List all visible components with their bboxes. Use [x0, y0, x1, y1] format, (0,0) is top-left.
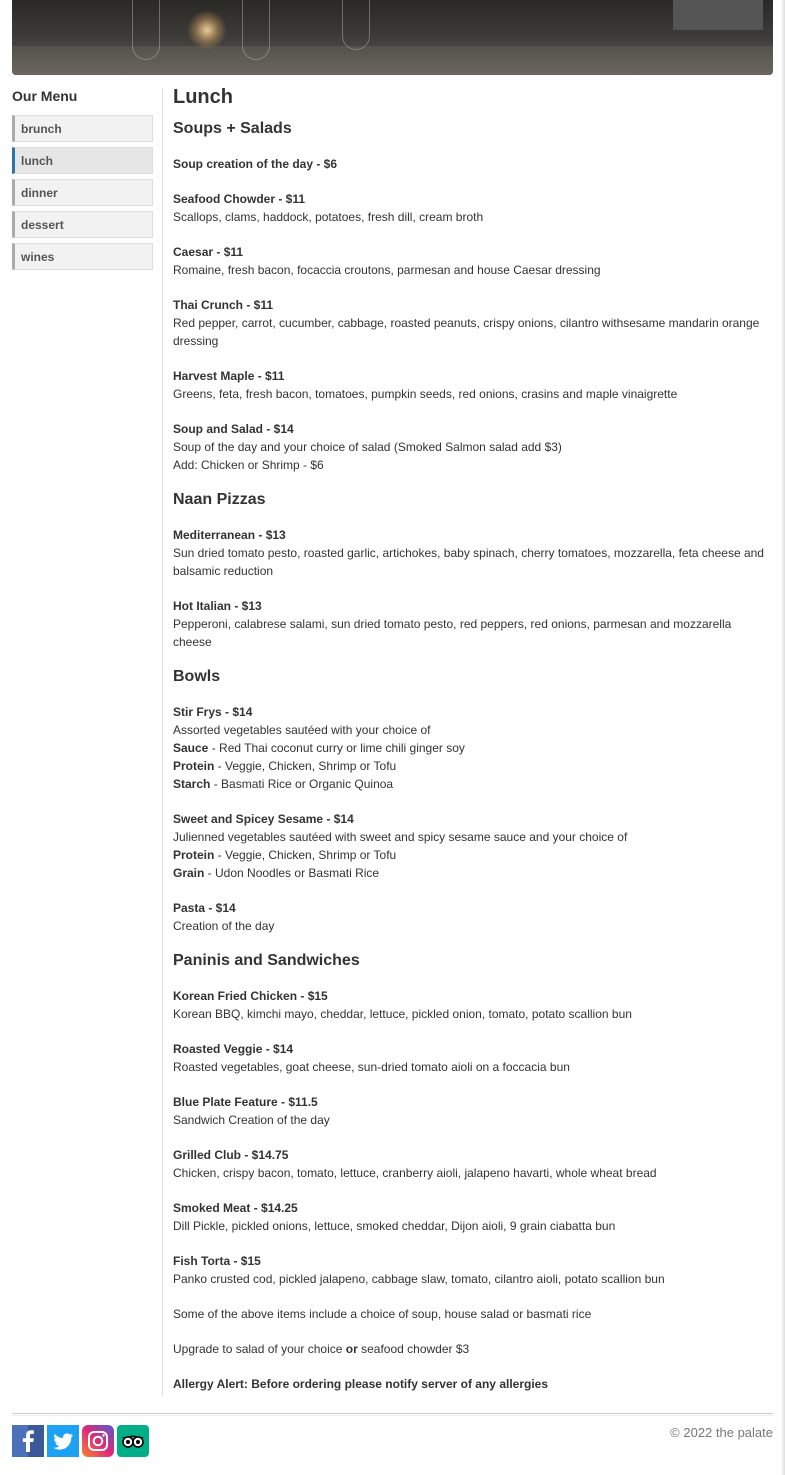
item-name: Hot Italian - $13 — [173, 599, 262, 613]
item-description: Assorted vegetables sautéed with your choice of — [173, 723, 431, 737]
item-name: Stir Frys - $14 — [173, 705, 253, 719]
item-option-line — [173, 739, 773, 757]
hero-shelf — [673, 0, 763, 30]
menu-item — [173, 1093, 773, 1129]
section-title: Soups + Salads — [173, 120, 292, 137]
menu-item — [173, 526, 773, 580]
item-name: Harvest Maple - $11 — [173, 369, 285, 383]
sidebar-item-lunch[interactable]: lunch — [12, 147, 153, 174]
menu-sidebar — [12, 88, 153, 275]
item-description: Greens, feta, fresh bacon, tomatoes, pumpkin seeds, red onions, crasins and maple vinaigrette — [173, 387, 678, 401]
item-description: Sun dried tomato pesto, roasted garlic, artichokes, baby spinach, cherry tomatoes, mozzarella, feta cheese and balsamic reduction — [173, 546, 764, 578]
item-option-line — [173, 757, 773, 775]
item-description: Scallops, clams, haddock, potatoes, fresh dill, cream broth — [173, 210, 484, 224]
allergy-alert: Allergy Alert: Before ordering please notify server of any allergies — [173, 1377, 549, 1391]
social-links — [12, 1425, 149, 1457]
item-description: Red pepper, carrot, cucumber, cabbage, roasted peanuts, crispy onions, cilantro withsesame mandarin orange dressing — [173, 316, 760, 348]
menu-item — [173, 1199, 773, 1235]
item-name: Thai Crunch - $11 — [173, 298, 274, 312]
menu-item — [173, 810, 773, 882]
item-name: Roasted Veggie - $14 — [173, 1042, 294, 1056]
menu-item — [173, 190, 773, 226]
hero-image — [12, 0, 773, 75]
item-description: Creation of the day — [173, 919, 275, 933]
item-description: Pepperoni, calabrese salami, sun dried tomato pesto, red peppers, red onions, parmesan and mozzarella cheese — [173, 617, 732, 649]
menu-item — [173, 243, 773, 279]
menu-item — [173, 420, 773, 474]
note-text: Upgrade to salad of your choice — [173, 1342, 346, 1356]
option-text: - Udon Noodles or Basmati Rice — [204, 866, 380, 880]
menu-item — [173, 1040, 773, 1076]
page-edge — [781, 0, 785, 1475]
sidebar-title: Our Menu — [12, 88, 78, 104]
item-description: Sandwich Creation of the day — [173, 1113, 330, 1127]
option-label: Protein — [173, 759, 215, 773]
section-title: Naan Pizzas — [173, 491, 266, 508]
sidebar-item-dessert[interactable]: dessert — [12, 211, 153, 238]
option-text: - Veggie, Chicken, Shrimp or Tofu — [214, 759, 397, 773]
twitter-icon[interactable] — [47, 1425, 79, 1457]
tripadvisor-icon[interactable] — [117, 1425, 149, 1457]
sidebar-item-wines[interactable]: wines — [12, 243, 153, 270]
menu-item — [173, 597, 773, 651]
option-text: - Veggie, Chicken, Shrimp or Tofu — [214, 848, 397, 862]
item-description: Chicken, crispy bacon, tomato, lettuce, cranberry aioli, jalapeno havarti, whole wheat bread — [173, 1166, 657, 1180]
menu-content — [173, 86, 773, 1393]
option-label: Protein — [173, 848, 215, 862]
option-label: Sauce — [173, 741, 209, 755]
menu-item — [173, 155, 773, 173]
item-description: Soup of the day and your choice of salad (Smoked Salmon salad add $3) — [173, 440, 562, 454]
note-or: or — [345, 1342, 358, 1356]
item-name: Korean Fried Chicken - $15 — [173, 989, 328, 1003]
item-option-line — [173, 846, 773, 864]
option-text: - Red Thai coconut curry or lime chili ginger soy — [208, 741, 465, 755]
menu-item — [173, 367, 773, 403]
hero-glass — [132, 0, 160, 60]
hero-glass — [342, 0, 370, 50]
item-name: Sweet and Spicey Sesame - $14 — [173, 812, 354, 826]
item-name: Soup creation of the day - $6 — [173, 157, 338, 171]
hero-glass — [242, 0, 270, 60]
section-title: Paninis and Sandwiches — [173, 952, 360, 969]
item-name: Seafood Chowder - $11 — [173, 192, 306, 206]
instagram-icon[interactable] — [82, 1425, 114, 1457]
item-option-line — [173, 864, 773, 882]
upgrade-note — [173, 1340, 773, 1358]
item-name: Caesar - $11 — [173, 245, 244, 259]
option-label: Starch — [173, 777, 211, 791]
menu-item — [173, 296, 773, 350]
copyright-text: © 2022 the palate — [670, 1425, 773, 1440]
option-text: - Basmati Rice or Organic Quinoa — [210, 777, 394, 791]
section-title: Bowls — [173, 668, 221, 685]
sidebar-item-dinner[interactable]: dinner — [12, 179, 153, 206]
item-name: Fish Torta - $15 — [173, 1254, 261, 1268]
menu-item — [173, 1252, 773, 1288]
content-divider — [162, 88, 163, 1396]
item-description: Julienned vegetables sautéed with sweet and spicy sesame sauce and your choice of — [173, 830, 628, 844]
item-name: Pasta - $14 — [173, 901, 236, 915]
hero-candle-glow — [187, 10, 227, 50]
item-description: Dill Pickle, pickled onions, lettuce, smoked cheddar, Dijon aioli, 9 grain ciabatta bun — [173, 1219, 616, 1233]
item-description: Roasted vegetables, goat cheese, sun-dried tomato aioli on a foccacia bun — [173, 1060, 570, 1074]
sidebar-item-brunch[interactable]: brunch — [12, 115, 153, 142]
item-name: Grilled Club - $14.75 — [173, 1148, 289, 1162]
facebook-icon[interactable] — [12, 1425, 44, 1457]
item-name: Soup and Salad - $14 — [173, 422, 294, 436]
footer-divider — [12, 1413, 773, 1416]
hero-bar-counter — [12, 46, 773, 75]
page-title: Lunch — [173, 86, 233, 108]
item-name: Mediterranean - $13 — [173, 528, 286, 542]
item-description: Panko crusted cod, pickled jalapeno, cabbage slaw, tomato, cilantro aioli, potato scallion bun — [173, 1272, 665, 1286]
note-text: seafood chowder $3 — [357, 1342, 470, 1356]
item-name: Blue Plate Feature - $11.5 — [173, 1095, 318, 1109]
menu-note: Some of the above items include a choice of soup, house salad or basmati rice — [173, 1307, 592, 1321]
item-option-line — [173, 775, 773, 793]
menu-item — [173, 899, 773, 935]
item-name: Smoked Meat - $14.25 — [173, 1201, 298, 1215]
item-description: Korean BBQ, kimchi mayo, cheddar, lettuce, pickled onion, tomato, potato scallion bun — [173, 1007, 632, 1021]
option-label: Grain — [173, 866, 205, 880]
menu-item — [173, 1146, 773, 1182]
item-description: Romaine, fresh bacon, focaccia croutons, parmesan and house Caesar dressing — [173, 263, 601, 277]
item-addon: Add: Chicken or Shrimp - $6 — [173, 458, 324, 472]
menu-item — [173, 987, 773, 1023]
menu-item — [173, 703, 773, 793]
